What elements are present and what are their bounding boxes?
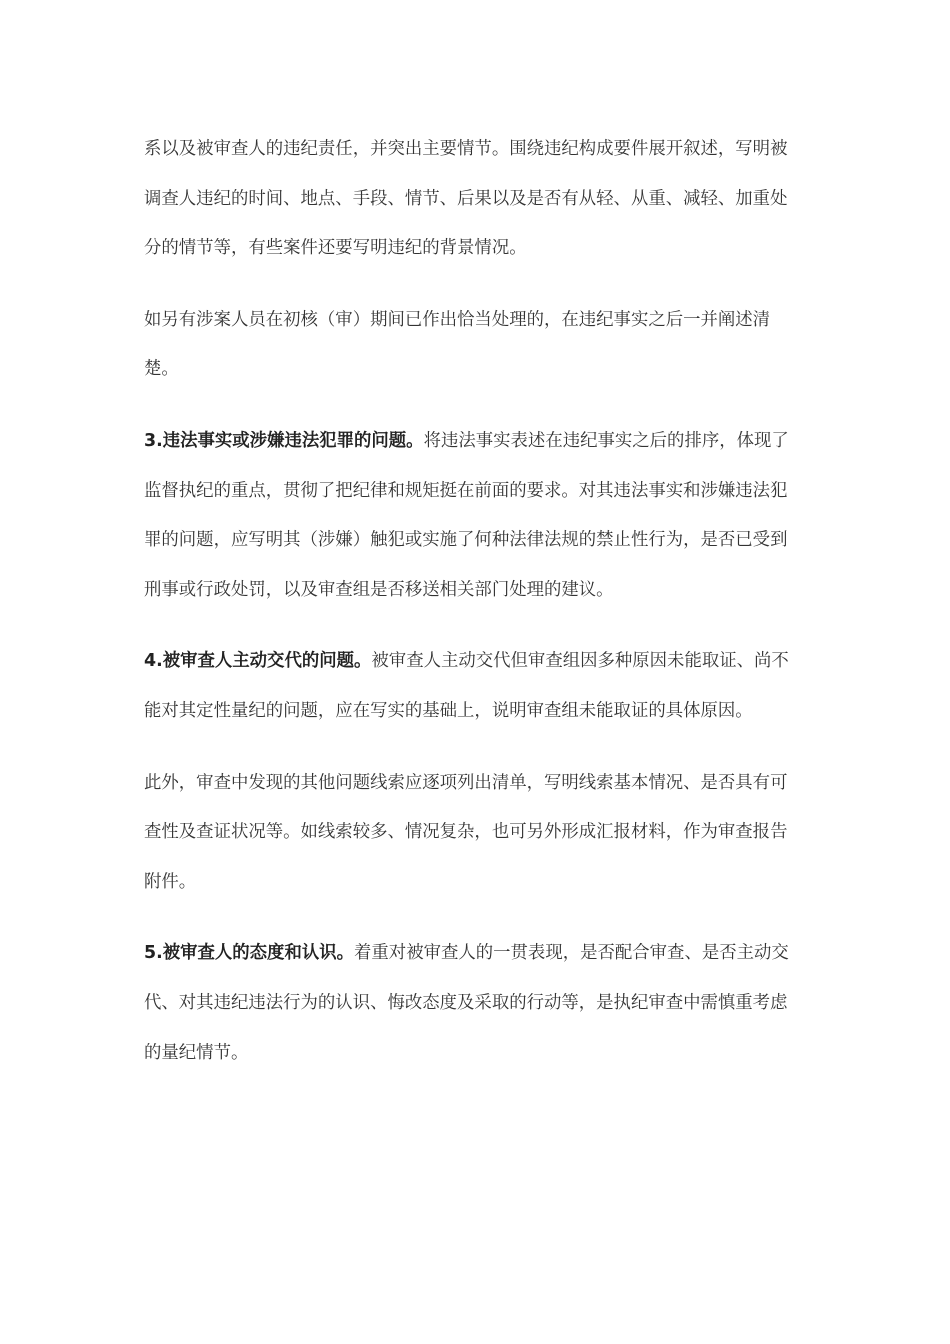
paragraph-other-personnel bbox=[144, 296, 804, 395]
paragraph-text: 被审查人主动交代但审查组因多种原因未能取证、尚不能对其定性量纪的问题，应在写实的基础上，说明审查组未能取证的具体原因。 bbox=[144, 651, 789, 721]
paragraph-text: 如另有涉案人员在初核（审）期间已作出恰当处理的，在违纪事实之后一并阐述清楚。 bbox=[144, 309, 771, 380]
paragraph-text: 着重对被审查人的一贯表现，是否配合审查、是否主动交代、对其违纪违法行为的认识、悔改态度及采取的行动等，是执纪审查中需慎重考虑的量纪情节。 bbox=[144, 943, 789, 1063]
paragraph-illegal-facts bbox=[144, 417, 804, 615]
paragraph-violation-responsibility bbox=[144, 125, 804, 274]
paragraph-text: 系以及被审查人的违纪责任，并突出主要情节。围绕违纪构成要件展开叙述，写明被调查人违纪的时间、地点、手段、情节、后果以及是否有从轻、从重、减轻、加重处分的情节等，有些案件还要写明违纪的背景情况。 bbox=[144, 139, 788, 259]
paragraph-text: 此外，审查中发现的其他问题线索应逐项列出清单，写明线索基本情况、是否具有可查性及查证状况等。如线索较多、情况复杂，也可另外形成汇报材料，作为审查报告附件。 bbox=[144, 772, 788, 892]
document-body bbox=[144, 125, 804, 1102]
section-heading: 5.被审查人的态度和认识。 bbox=[144, 943, 355, 964]
section-heading: 4.被审查人主动交代的问题。 bbox=[144, 651, 372, 672]
paragraph-attitude bbox=[144, 929, 804, 1078]
paragraph-text: 将违法事实表述在违纪事实之后的排序，体现了监督执纪的重点，贯彻了把纪律和规矩挺在前面的要求。对其违法事实和涉嫌违法犯罪的问题，应写明其（涉嫌）触犯或实施了何种法律法规的禁止性行为，是否已受到刑事或行政处罚，以及审查组是否移送相关部门处理的建议。 bbox=[144, 430, 789, 600]
paragraph-voluntary-confession bbox=[144, 637, 804, 736]
section-heading: 3.违法事实或涉嫌违法犯罪的问题。 bbox=[144, 430, 424, 451]
paragraph-other-clues bbox=[144, 759, 804, 908]
